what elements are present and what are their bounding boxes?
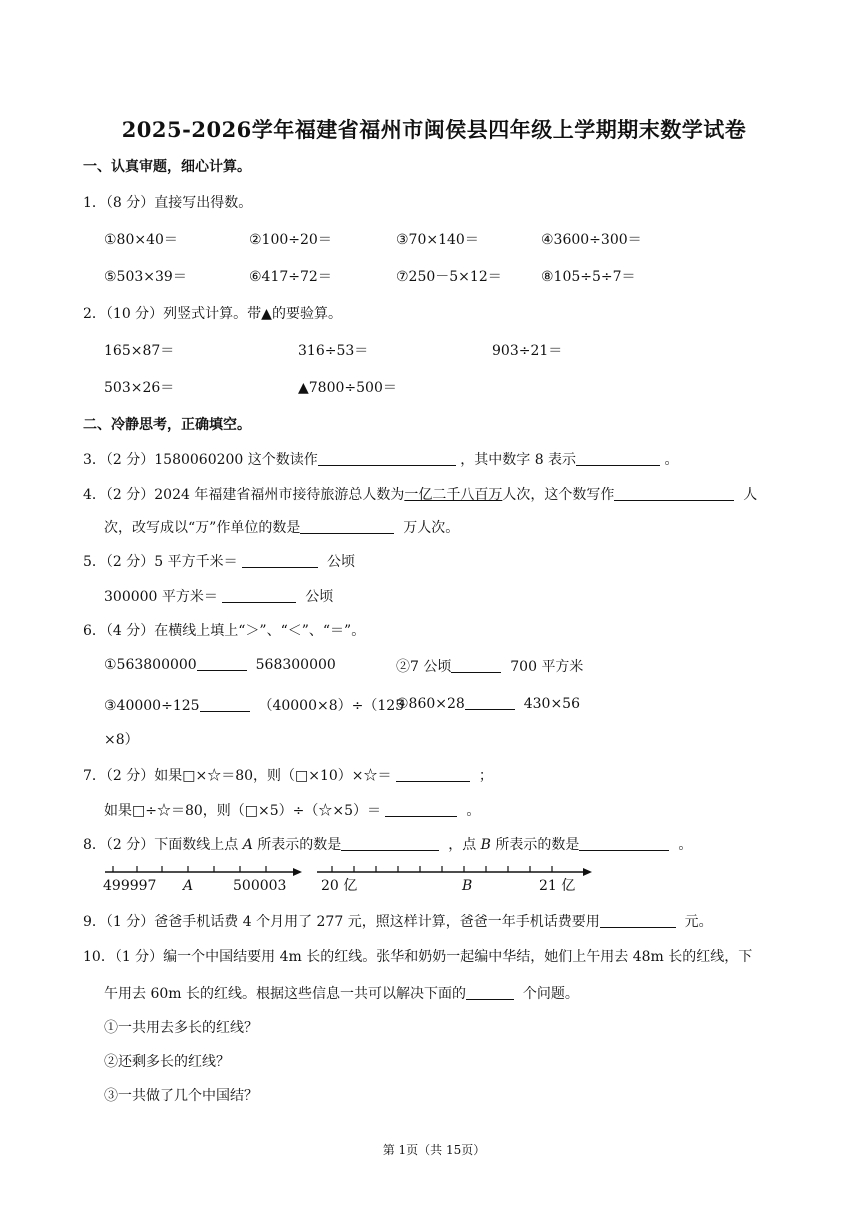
q1-item-7: ⑦250－5×12＝ [396, 269, 502, 285]
q8-blank-2[interactable] [579, 836, 669, 851]
q8-blank-1[interactable] [341, 836, 439, 851]
q2-heading: 2．（10 分）列竖式计算。带▲的要验算。 [83, 306, 342, 322]
q8-point-a: A [242, 837, 253, 853]
q3-text-c: 。 [664, 452, 679, 468]
q6-item-3-cont: ×8） [104, 732, 139, 748]
number-line-1 [103, 866, 302, 894]
q5-blank-1[interactable] [242, 553, 318, 568]
number-line-2 [317, 866, 592, 894]
q4-line-1 [83, 484, 757, 504]
q7-text-d: 。 [466, 803, 481, 819]
q4-blank-2[interactable] [300, 519, 394, 534]
q1-item-2: ②100÷20＝ [249, 232, 332, 248]
q8-text-c: 所表示的数是 [257, 837, 342, 853]
q10-option-2: ②还剩多长的红线？ [104, 1054, 230, 1070]
exam-title: 2025-2026学年福建省福州市闽侯县四年级上学期期末数学试卷 [121, 117, 747, 142]
q6-item-3 [104, 695, 404, 715]
q9-text-b: 元。 [684, 914, 713, 930]
number-line-1-point-a: A [183, 878, 194, 894]
q5-text-b: 公顷 [326, 554, 355, 570]
q1-heading: 1．（8 分）直接写出得数。 [83, 195, 253, 211]
q3-blank-2[interactable] [576, 451, 660, 466]
q6-blank-4[interactable] [465, 695, 515, 710]
q7-text-c: 如果□÷☆＝80，则（□×5）÷（☆×5）＝ [104, 803, 382, 819]
q6-item-1-left: ①563800000 [104, 657, 197, 673]
q4-line-2 [104, 517, 459, 537]
number-line-2-left-label: 20 亿 [321, 878, 358, 894]
q6-item-1 [104, 656, 336, 673]
q6-item-4-left: ④860×28 [396, 696, 465, 712]
q7-text-b: ； [478, 768, 493, 784]
q7-line-1 [83, 765, 493, 785]
page-footer: 第 1页（共 15页） [382, 1143, 486, 1157]
q10-text-a: 午用去 60m 长的红线。根据这些信息一共可以解决下面的 [104, 986, 466, 1002]
q2-item-1: 165×87＝ [104, 343, 175, 359]
q8-line [83, 834, 692, 854]
q3-line [83, 449, 679, 469]
q8-text-f: 所表示的数是 [495, 837, 580, 853]
number-line-1-right-label: 500003 [233, 878, 287, 894]
q7-line-2 [104, 800, 480, 820]
q1-item-4: ④3600÷300＝ [541, 232, 642, 248]
q6-blank-3[interactable] [200, 697, 250, 712]
q10-blank[interactable] [466, 985, 514, 1000]
q5-line-1 [83, 551, 355, 571]
q4-underlined-number: 一亿二千八百万 [404, 487, 503, 503]
q2-item-2: 316÷53＝ [298, 343, 369, 359]
q10-option-3: ③一共做了几个中国结？ [104, 1088, 258, 1104]
q3-blank-1[interactable] [318, 451, 456, 466]
q6-item-2-right: 700 平方米 [510, 659, 584, 675]
q9-blank[interactable] [600, 913, 676, 928]
q7-blank-2[interactable] [385, 802, 457, 817]
section-1-heading: 一、认真审题，细心计算。 [83, 159, 251, 175]
q6-blank-1[interactable] [197, 656, 247, 671]
q6-blank-2[interactable] [451, 658, 501, 673]
q10-line-2 [104, 983, 579, 1003]
q4-blank-1[interactable] [614, 486, 734, 501]
number-lines [95, 858, 605, 898]
q9-line [83, 911, 713, 931]
q8-text-a: 8．（2 分）下面数线上点 [83, 837, 239, 853]
q6-item-3-right: （40000×8）÷（125 [258, 698, 405, 714]
q4-text-a: 4．（2 分）2024 年福建省福州市接待旅游总人数为 [83, 487, 405, 503]
q6-item-1-right: 568300000 [255, 657, 336, 673]
number-line-1-left-label: 499997 [103, 878, 157, 894]
q2-item-3: 903÷21＝ [492, 343, 563, 359]
q6-heading: 6．（4 分）在横线上填上“＞”、“＜”、“＝”。 [83, 623, 366, 639]
q10-text-b: 个问题。 [522, 986, 579, 1002]
q10-option-1: ①一共用去多长的红线？ [104, 1020, 258, 1036]
q1-item-6: ⑥417÷72＝ [249, 269, 332, 285]
q6-item-2-left: ②7 公顷 [396, 659, 452, 675]
q2-item-4: 503×26＝ [104, 380, 175, 396]
q6-item-4 [396, 695, 580, 712]
q1-item-8: ⑧105÷5÷7＝ [541, 269, 636, 285]
q1-item-3: ③70×140＝ [396, 232, 479, 248]
q8-text-g: 。 [678, 837, 693, 853]
section-2-heading: 二、冷静思考，正确填空。 [83, 417, 251, 433]
q4-text-d: 人 [743, 487, 758, 503]
q4-text-c: 人次，这个数写作 [502, 487, 615, 503]
q3-text-a: 3．（2 分）1580060200 这个数读作 [83, 452, 318, 468]
q8-text-d: ，点 [448, 837, 477, 853]
q7-text-a: 7．（2 分）如果□×☆＝80，则（□×10）×☆＝ [83, 768, 392, 784]
q5-text-c: 300000 平方米＝ [104, 589, 218, 605]
q6-item-4-right: 430×56 [523, 696, 581, 712]
q5-text-d: 公顷 [305, 589, 334, 605]
q3-text-b: ，其中数字 8 表示 [460, 452, 577, 468]
q9-text-a: 9．（1 分）爸爸手机话费 4 个月用了 277 元，照这样计算，爸爸一年手机话费要用 [83, 914, 600, 930]
q7-blank-1[interactable] [396, 767, 470, 782]
number-line-2-right-label: 21 亿 [539, 878, 576, 894]
q5-blank-2[interactable] [222, 588, 296, 603]
q6-item-3-left: ③40000÷125 [104, 698, 200, 714]
q5-line-2 [104, 586, 333, 606]
q5-text-a: 5．（2 分）5 平方千米＝ [83, 554, 238, 570]
q4-text-e: 次，改写成以“万”作单位的数是 [104, 520, 301, 536]
q8-point-b: B [480, 837, 491, 853]
q1-item-1: ①80×40＝ [104, 232, 178, 248]
q2-item-5: ▲7800÷500＝ [298, 380, 397, 396]
q4-text-f: 万人次。 [403, 520, 460, 536]
q6-item-2 [396, 656, 583, 676]
number-line-2-point-b: B [462, 878, 473, 894]
q10-line-1: 10．（1 分）编一个中国结要用 4m 长的红线。张华和奶奶一起编中华结，她们上午用去 48m 长的红线，下 [83, 949, 753, 965]
q1-item-5: ⑤503×39＝ [104, 269, 187, 285]
